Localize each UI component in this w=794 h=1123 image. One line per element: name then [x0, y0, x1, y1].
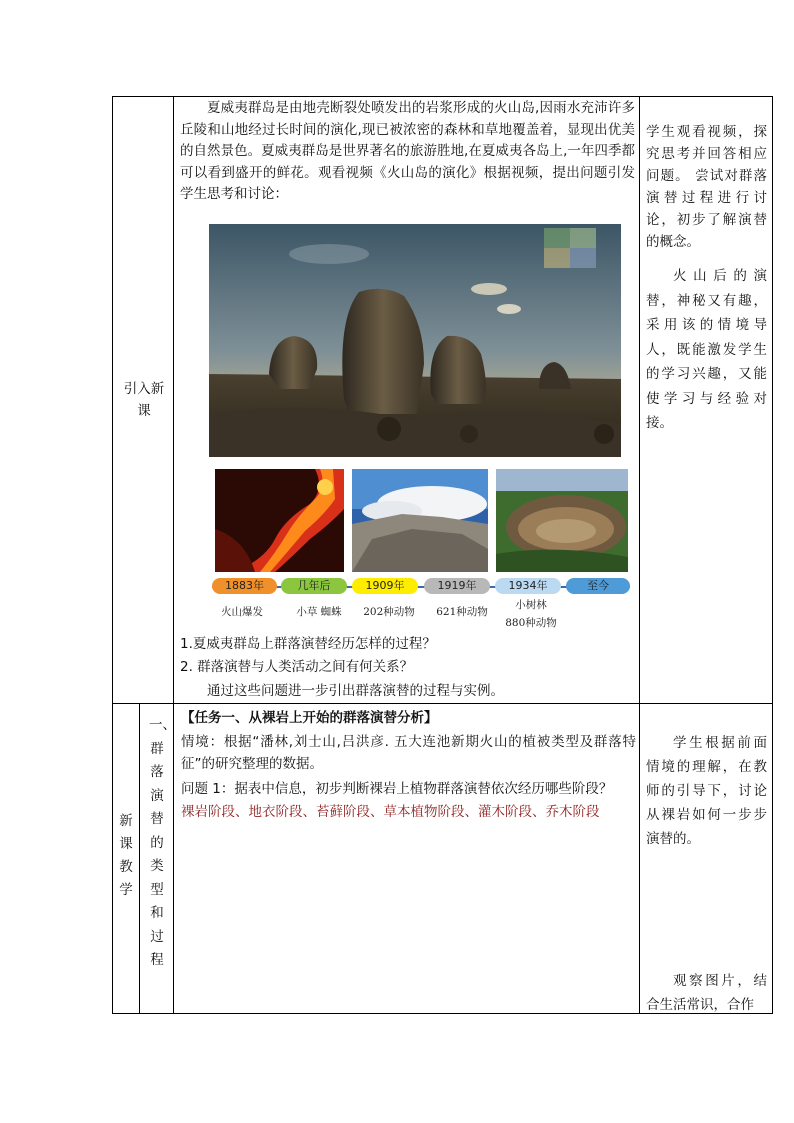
- task-context: 情境：根据“潘林,刘士山,吕洪彦. 五大连池新期火山的植被类型及群落特征”的研究整理的数据。: [181, 734, 636, 772]
- task-answer: 裸岩阶段、地衣阶段、苔藓阶段、草本植物阶段、灌木阶段、乔木阶段: [181, 804, 600, 820]
- newlesson-student-activity: 学生根据前面情境的理解，在教师的引导下，讨论从裸岩如何一步步演替的。: [646, 735, 767, 847]
- timeline-pill: 1909年: [352, 578, 418, 594]
- intro-student-activity: 学生观看视频，探究思考并回答相应问题。 尝试对群落演替过程进行讨论，初步了解演替的概念。: [646, 124, 767, 250]
- timeline-caption: 火山爆发: [221, 606, 263, 618]
- intro-paragraph: 夏威夷群岛是由地壳断裂处喷发出的岩浆形成的火山岛,因雨水充沛许多丘陵和山地经过长时间的演化,现已被浓密的森林和草地覆盖着，显现出优美的自然景色。夏威夷群岛是世界著名的旅游胜地,在夏威夷各岛上,一年四季都可以看到盛开的鲜花。观看视频《火山岛的演化》根据视频，提出问题引发学生思考和讨论：: [180, 100, 635, 202]
- crater-photo: [352, 469, 488, 572]
- volcanic-rock-photo: [209, 224, 621, 457]
- newlesson-label: 新课教学: [119, 813, 133, 898]
- timeline-pill: 几年后: [281, 578, 347, 594]
- timeline-pill: 至今: [566, 578, 630, 594]
- task-title: 【任务一、从裸岩上开始的群落演替分析】: [181, 710, 438, 726]
- newlesson-student-activity-2: 观察图片，结合生活常识，合作: [646, 973, 767, 1013]
- intro-conclusion: 通过这些问题进一步引出群落演替的过程与实例。: [207, 683, 504, 699]
- timeline-pill: 1883年: [212, 578, 277, 594]
- intro-label: 引入新课: [123, 381, 165, 419]
- timeline-caption: 小草 蜘蛛: [296, 606, 342, 618]
- timeline-caption: 202种动物: [363, 606, 415, 618]
- lava-photo: [215, 469, 344, 572]
- timeline-pill: 1934年: [495, 578, 561, 594]
- timeline-caption: 621种动物: [436, 606, 488, 618]
- timeline-pill: 1919年: [424, 578, 490, 594]
- intro-question-2: 2. 群落演替与人类活动之间有何关系？: [180, 659, 414, 675]
- intro-question-1: 1.夏威夷群岛上群落演替经历怎样的过程？: [180, 636, 436, 652]
- intro-design-intent: 火山后的演替，神秘又有趣，采用该的情境导人，既能激发学生的学习兴趣，又能使学习与经验对接。: [646, 268, 767, 431]
- task-question: 问题 1：据表中信息，初步判断裸岩上植物群落演替依次经历哪些阶段？: [181, 781, 613, 797]
- timeline-caption: 小树林 880种动物: [505, 599, 557, 629]
- newlesson-sublabel: 一、群落演替的类型和过程: [149, 717, 176, 968]
- forest-crater-photo: [496, 469, 628, 572]
